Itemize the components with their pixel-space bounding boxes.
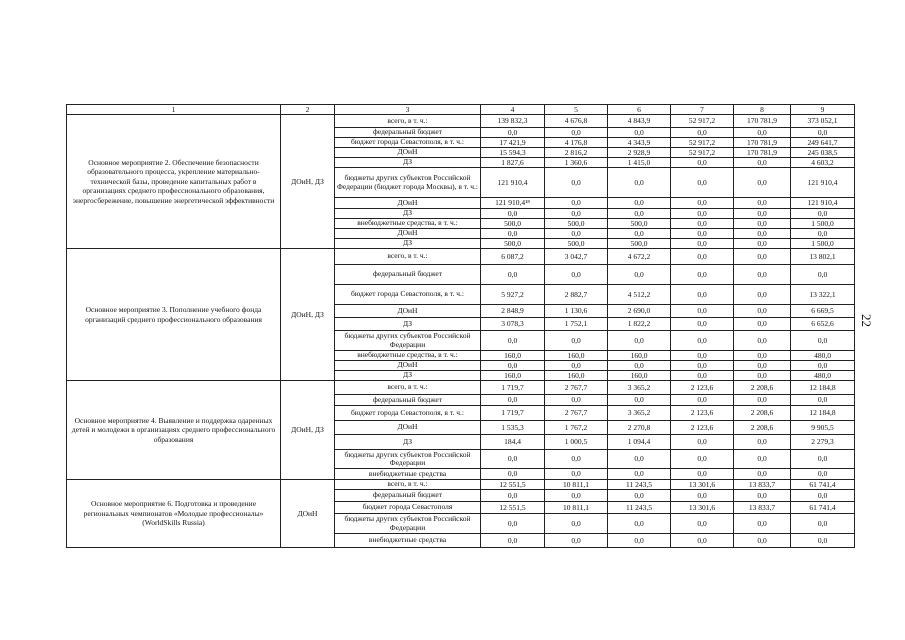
value-cell: 0,0: [481, 209, 545, 219]
value-cell: 0,0: [608, 395, 671, 406]
funding-source: федеральный бюджет: [335, 395, 481, 406]
page-number: 22: [859, 314, 874, 327]
value-cell: 0,0: [734, 490, 791, 502]
value-cell: 2 767,7: [545, 381, 608, 395]
value-cell: 0,0: [671, 318, 734, 331]
value-cell: 4 672,2: [608, 249, 671, 265]
value-cell: 1 535,3: [481, 421, 545, 435]
value-cell: 0,0: [671, 219, 734, 229]
value-cell: 0,0: [791, 450, 855, 469]
value-cell: 0,0: [545, 469, 608, 480]
value-cell: 500,0: [481, 219, 545, 229]
value-cell: 4 343,9: [608, 138, 671, 148]
value-cell: 0,0: [481, 128, 545, 138]
value-cell: 0,0: [791, 209, 855, 219]
value-cell: 0,0: [545, 209, 608, 219]
funding-source: ДЗ: [335, 239, 481, 249]
value-cell: 0,0: [791, 514, 855, 534]
value-cell: 61 741,4: [791, 480, 855, 490]
value-cell: 13 322,1: [791, 285, 855, 305]
value-cell: 4 176,8: [545, 138, 608, 148]
funding-source: ДЗ: [335, 371, 481, 381]
funding-source: бюджет города Севастополя, в т. ч.:: [335, 406, 481, 421]
value-cell: 4 676,8: [545, 115, 608, 128]
value-cell: 0,0: [608, 128, 671, 138]
funding-source: ДЗ: [335, 318, 481, 331]
value-cell: 2 882,7: [545, 285, 608, 305]
funding-source: бюджеты других субъектов Российской Федерации (бюджет города Москвы), в т. ч.:: [335, 168, 481, 198]
column-header: 9: [791, 105, 855, 115]
value-cell: 0,0: [734, 265, 791, 285]
value-cell: 0,0: [791, 490, 855, 502]
value-cell: 0,0: [545, 450, 608, 469]
table-row: [67, 381, 855, 395]
activity-name: Основное мероприятие 3. Пополнение учебного фонда организаций среднего профессионального образования: [67, 249, 281, 381]
value-cell: 0,0: [791, 361, 855, 371]
value-cell: 0,0: [734, 219, 791, 229]
value-cell: 480,0: [791, 371, 855, 381]
value-cell: 373 052,1: [791, 115, 855, 128]
funding-source: бюджеты других субъектов Российской Федерации: [335, 514, 481, 534]
value-cell: 3 042,7: [545, 249, 608, 265]
value-cell: 160,0: [481, 351, 545, 361]
funding-source: бюджет города Севастополя, в т. ч.:: [335, 285, 481, 305]
funding-source: ДОиН: [335, 148, 481, 158]
value-cell: 0,0: [608, 198, 671, 209]
value-cell: 0,0: [671, 490, 734, 502]
value-cell: 0,0: [608, 469, 671, 480]
value-cell: 0,0: [608, 450, 671, 469]
value-cell: 500,0: [545, 239, 608, 249]
value-cell: 6 652,6: [791, 318, 855, 331]
value-cell: 0,0: [734, 198, 791, 209]
value-cell: 0,0: [734, 361, 791, 371]
value-cell: 0,0: [734, 158, 791, 168]
funding-source: ДОиН: [335, 229, 481, 239]
value-cell: 0,0: [608, 331, 671, 351]
header-row: [67, 105, 855, 115]
column-header: 6: [608, 105, 671, 115]
value-cell: 52 917,2: [671, 148, 734, 158]
value-cell: 0,0: [734, 371, 791, 381]
funding-source: ДЗ: [335, 158, 481, 168]
funding-source: бюджет города Севастополя: [335, 502, 481, 514]
value-cell: 0,0: [671, 469, 734, 480]
funding-source: ДЗ: [335, 435, 481, 450]
funding-source: федеральный бюджет: [335, 490, 481, 502]
value-cell: 12 551,5: [481, 502, 545, 514]
funding-source: ДОиН: [335, 361, 481, 371]
value-cell: 0,0: [671, 534, 734, 548]
value-cell: 0,0: [545, 490, 608, 502]
responsible-executor: ДОиН, ДЗ: [281, 381, 335, 480]
value-cell: 0,0: [671, 229, 734, 239]
funding-source: внебюджетные средства: [335, 534, 481, 548]
value-cell: 13 301,6: [671, 502, 734, 514]
value-cell: 170 781,9: [734, 115, 791, 128]
responsible-executor: ДОиН, ДЗ: [281, 115, 335, 249]
value-cell: 0,0: [791, 229, 855, 239]
value-cell: 61 741,4: [791, 502, 855, 514]
funding-source: внебюджетные средства, в т. ч.:: [335, 219, 481, 229]
value-cell: 5 927,2: [481, 285, 545, 305]
table-row: [67, 249, 855, 265]
value-cell: 0,0: [481, 534, 545, 548]
value-cell: 500,0: [608, 219, 671, 229]
value-cell: 1 752,1: [545, 318, 608, 331]
value-cell: 0,0: [734, 305, 791, 318]
value-cell: 0,0: [545, 331, 608, 351]
responsible-executor: ДОиН, ДЗ: [281, 249, 335, 381]
value-cell: 1 000,5: [545, 435, 608, 450]
value-cell: 3 365,2: [608, 381, 671, 395]
value-cell: 0,0: [481, 514, 545, 534]
value-cell: 2 208,6: [734, 421, 791, 435]
funding-source: всего, в т. ч.:: [335, 249, 481, 265]
value-cell: 0,0: [791, 395, 855, 406]
value-cell: 0,0: [545, 229, 608, 239]
value-cell: 0,0: [791, 128, 855, 138]
value-cell: 0,0: [734, 450, 791, 469]
value-cell: 52 917,2: [671, 115, 734, 128]
value-cell: 10 811,1: [545, 502, 608, 514]
value-cell: 2 270,8: [608, 421, 671, 435]
value-cell: 3 365,2: [608, 406, 671, 421]
value-cell: 500,0: [481, 239, 545, 249]
value-cell: 2 123,6: [671, 381, 734, 395]
value-cell: 1 719,7: [481, 381, 545, 395]
value-cell: 9 905,5: [791, 421, 855, 435]
value-cell: 12 184,8: [791, 406, 855, 421]
value-cell: 160,0: [545, 351, 608, 361]
column-header: 4: [481, 105, 545, 115]
value-cell: 160,0: [608, 371, 671, 381]
value-cell: 11 243,5: [608, 502, 671, 514]
value-cell: 0,0: [481, 331, 545, 351]
value-cell: 0,0: [734, 435, 791, 450]
value-cell: 0,0: [671, 361, 734, 371]
value-cell: 2 208,6: [734, 406, 791, 421]
value-cell: 0,0: [671, 198, 734, 209]
value-cell: 15 594,3: [481, 148, 545, 158]
value-cell: 0,0: [734, 285, 791, 305]
value-cell: 121 910,4: [481, 168, 545, 198]
value-cell: 0,0: [734, 239, 791, 249]
value-cell: 1 719,7: [481, 406, 545, 421]
value-cell: 0,0: [545, 395, 608, 406]
column-header: 1: [67, 105, 281, 115]
value-cell: 2 928,9: [608, 148, 671, 158]
funding-source: бюджеты других субъектов Российской Федерации: [335, 331, 481, 351]
value-cell: 0,0: [671, 209, 734, 219]
value-cell: 2 123,6: [671, 406, 734, 421]
value-cell: 0,0: [671, 158, 734, 168]
value-cell: 3 078,3: [481, 318, 545, 331]
value-cell: 0,0: [734, 128, 791, 138]
value-cell: 0,0: [481, 469, 545, 480]
value-cell: 0,0: [671, 450, 734, 469]
value-cell: 1 827,6: [481, 158, 545, 168]
value-cell: 0,0: [791, 534, 855, 548]
value-cell: 0,0: [734, 318, 791, 331]
value-cell: 170 781,9: [734, 138, 791, 148]
value-cell: 0,0: [671, 351, 734, 361]
value-cell: 0,0: [545, 128, 608, 138]
value-cell: 11 243,5: [608, 480, 671, 490]
value-cell: 0,0: [791, 469, 855, 480]
column-header: 2: [281, 105, 335, 115]
value-cell: 160,0: [481, 371, 545, 381]
value-cell: 0,0: [608, 168, 671, 198]
value-cell: 0,0: [545, 198, 608, 209]
value-cell: 2 123,6: [671, 421, 734, 435]
value-cell: 0,0: [545, 514, 608, 534]
funding-source: внебюджетные средства, в т. ч.:: [335, 351, 481, 361]
value-cell: 0,0: [734, 249, 791, 265]
value-cell: 184,4: [481, 435, 545, 450]
value-cell: 0,0: [671, 514, 734, 534]
funding-source: ДОиН: [335, 421, 481, 435]
value-cell: 4 603,2: [791, 158, 855, 168]
funding-source: ДЗ: [335, 209, 481, 219]
value-cell: 0,0: [481, 361, 545, 371]
value-cell: 0,0: [608, 265, 671, 285]
column-header: 7: [671, 105, 734, 115]
table-row: [67, 115, 855, 128]
value-cell: 0,0: [734, 514, 791, 534]
value-cell: 0,0: [671, 249, 734, 265]
value-cell: 13 833,7: [734, 502, 791, 514]
value-cell: 0,0: [671, 128, 734, 138]
value-cell: 1 415,0: [608, 158, 671, 168]
value-cell: 1 500,0: [791, 219, 855, 229]
value-cell: 6 669,5: [791, 305, 855, 318]
funding-source: всего, в т. ч.:: [335, 115, 481, 128]
value-cell: 13 301,6: [671, 480, 734, 490]
value-cell: 0,0: [608, 514, 671, 534]
table-row: [67, 480, 855, 490]
value-cell: 500,0: [608, 239, 671, 249]
value-cell: 170 781,9: [734, 148, 791, 158]
value-cell: 0,0: [545, 361, 608, 371]
value-cell: 2 208,6: [734, 381, 791, 395]
value-cell: 2 848,9: [481, 305, 545, 318]
value-cell: 52 917,2: [671, 138, 734, 148]
funding-source: внебюджетные средства: [335, 469, 481, 480]
value-cell: 0,0: [734, 331, 791, 351]
value-cell: 0,0: [791, 265, 855, 285]
value-cell: 249 641,7: [791, 138, 855, 148]
value-cell: 160,0: [608, 351, 671, 361]
value-cell: 13 833,7: [734, 480, 791, 490]
value-cell: 1 767,2: [545, 421, 608, 435]
value-cell: 0,0: [671, 168, 734, 198]
funding-source: всего, в т. ч.:: [335, 381, 481, 395]
value-cell: 13 802,1: [791, 249, 855, 265]
value-cell: 12 551,5: [481, 480, 545, 490]
value-cell: 0,0: [608, 209, 671, 219]
value-cell: 0,0: [545, 534, 608, 548]
value-cell: 0,0: [671, 305, 734, 318]
responsible-executor: ДОиН: [281, 480, 335, 548]
funding-source: федеральный бюджет: [335, 128, 481, 138]
value-cell: 1 500,0: [791, 239, 855, 249]
value-cell: 0,0: [608, 534, 671, 548]
value-cell: 0,0: [481, 229, 545, 239]
value-cell: 0,0: [671, 371, 734, 381]
value-cell: 6 087,2: [481, 249, 545, 265]
value-cell: 0,0: [734, 168, 791, 198]
value-cell: 0,0: [671, 265, 734, 285]
value-cell: 139 832,3: [481, 115, 545, 128]
value-cell: 160,0: [545, 371, 608, 381]
value-cell: 0,0: [608, 229, 671, 239]
funding-source: федеральный бюджет: [335, 265, 481, 285]
value-cell: 0,0: [734, 351, 791, 361]
value-cell: 0,0: [545, 265, 608, 285]
value-cell: 1 822,2: [608, 318, 671, 331]
value-cell: 121 910,4: [791, 198, 855, 209]
value-cell: 10 811,1: [545, 480, 608, 490]
column-header: 3: [335, 105, 481, 115]
value-cell: 1 094,4: [608, 435, 671, 450]
value-cell: 4 843,9: [608, 115, 671, 128]
value-cell: 0,0: [608, 490, 671, 502]
value-cell: 1 360,6: [545, 158, 608, 168]
value-cell: 0,0: [671, 435, 734, 450]
activity-name: Основное мероприятие 6. Подготовка и проведение региональных чемпионатов «Молодые профессионалы» (WorldSkills Russia): [67, 480, 281, 548]
activity-name: Основное мероприятие 2. Обеспечение безопасности образовательного процесса, укрепление материально-технической базы, проведение капитальных работ в организациях среднего профессионального образования, энергосбережение, повышение энергетической эффективности: [67, 115, 281, 249]
value-cell: 12 184,8: [791, 381, 855, 395]
value-cell: 0,0: [481, 450, 545, 469]
value-cell: 0,0: [791, 331, 855, 351]
value-cell: 0,0: [671, 239, 734, 249]
value-cell: 0,0: [608, 361, 671, 371]
value-cell: 0,0: [734, 395, 791, 406]
funding-source: ДОиН: [335, 198, 481, 209]
value-cell: 0,0: [671, 285, 734, 305]
column-header: 8: [734, 105, 791, 115]
value-cell: 2 816,2: [545, 148, 608, 158]
funding-source: ДОиН: [335, 305, 481, 318]
funding-source: бюджет города Севастополя, в т. ч.:: [335, 138, 481, 148]
funding-source: бюджеты других субъектов Российской Федерации: [335, 450, 481, 469]
value-cell: 0,0: [734, 209, 791, 219]
activity-name: Основное мероприятие 4. Выявление и поддержка одаренных детей и молодежи в организациях среднего профессионального образования: [67, 381, 281, 480]
value-cell: 0,0: [671, 331, 734, 351]
value-cell: 0,0: [481, 395, 545, 406]
value-cell: 0,0: [734, 469, 791, 480]
value-cell: 0,0: [481, 265, 545, 285]
budget-table: [66, 104, 855, 548]
value-cell: 2 690,0: [608, 305, 671, 318]
value-cell: 0,0: [734, 229, 791, 239]
value-cell: 0,0: [671, 395, 734, 406]
value-cell: 1 130,6: [545, 305, 608, 318]
value-cell: 480,0: [791, 351, 855, 361]
value-cell: 2 767,7: [545, 406, 608, 421]
value-cell: 0,0: [734, 534, 791, 548]
value-cell: 500,0: [545, 219, 608, 229]
value-cell: 17 421,9: [481, 138, 545, 148]
value-cell: 2 279,3: [791, 435, 855, 450]
value-cell: 245 038,5: [791, 148, 855, 158]
value-cell: 0,0: [545, 168, 608, 198]
value-cell: 4 512,2: [608, 285, 671, 305]
funding-source: всего, в т. ч.:: [335, 480, 481, 490]
value-cell: 121 910,4: [791, 168, 855, 198]
value-cell: 121 910,4¹⁸: [481, 198, 545, 209]
value-cell: 0,0: [481, 490, 545, 502]
column-header: 5: [545, 105, 608, 115]
